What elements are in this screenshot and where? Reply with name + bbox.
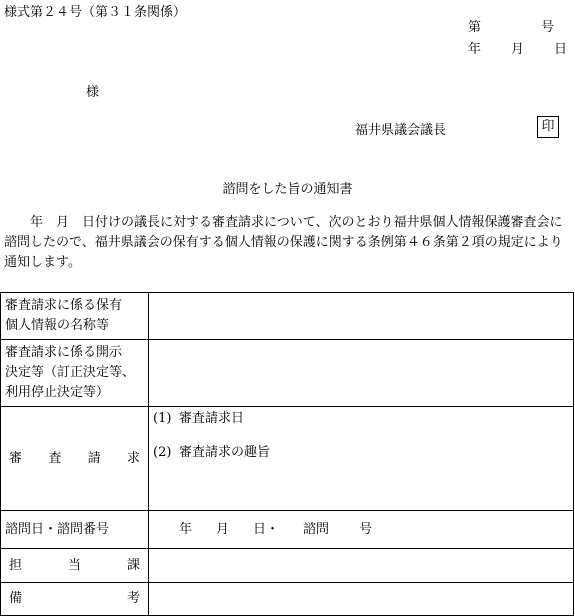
form-id: 様式第２４号（第３１条関係） (4, 5, 187, 20)
value-inquiry-date-number[interactable]: 年 月 日・ 諮問 号 (149, 511, 574, 549)
doc-number-prefix: 第 (468, 20, 482, 35)
label-inquiry-date-number: 諮問日・諮問番号 (1, 511, 149, 549)
body-text (4, 213, 575, 273)
value-department[interactable] (149, 549, 574, 583)
review-request-purpose-item: (2) 審査請求の趣旨 (153, 445, 271, 460)
value-remarks[interactable] (149, 583, 574, 616)
table-row (1, 583, 574, 616)
label-review-request: 審 査 請 求 (1, 407, 149, 511)
info-table (0, 292, 574, 616)
document-date (468, 38, 567, 57)
table-row (1, 340, 574, 407)
table-row (1, 549, 574, 583)
table-row (1, 407, 574, 511)
document-title: 諮問をした旨の通知書 (222, 182, 353, 197)
label-retained-info: 審査請求に係る保有 個人情報の名称等 (1, 293, 149, 340)
label-department: 担 当 課 (1, 549, 149, 583)
doc-number-suffix: 号 (541, 20, 555, 35)
review-request-date-item: (1) 審査請求日 (153, 411, 245, 426)
table-row (1, 293, 574, 340)
table-row (1, 511, 574, 549)
value-retained-info[interactable] (149, 293, 574, 340)
label-disclosure-decision: 審査請求に係る開示 決定等（訂正決定等、 利用停止決定等） (1, 340, 149, 407)
doc-date-year: 年 (468, 42, 482, 57)
doc-date-month: 月 (511, 42, 525, 57)
value-disclosure-decision[interactable] (149, 340, 574, 407)
recipient: 様 (86, 85, 100, 100)
body-paragraph: 年 月 日付けの議長に対する審査請求について、次のとおり福井県個人情報保護審査会に諮問したので、福井県議会の保有する個人情報の保護に関する条例第４６条第２項の規定により通知します。 (4, 215, 563, 270)
label-remarks: 備 考 (1, 583, 149, 616)
value-review-request[interactable] (149, 407, 574, 511)
sender: 福井県議会議長 (355, 123, 447, 138)
document-number (468, 16, 554, 35)
doc-date-day: 日 (554, 42, 568, 57)
seal-box: 印 (537, 116, 559, 138)
